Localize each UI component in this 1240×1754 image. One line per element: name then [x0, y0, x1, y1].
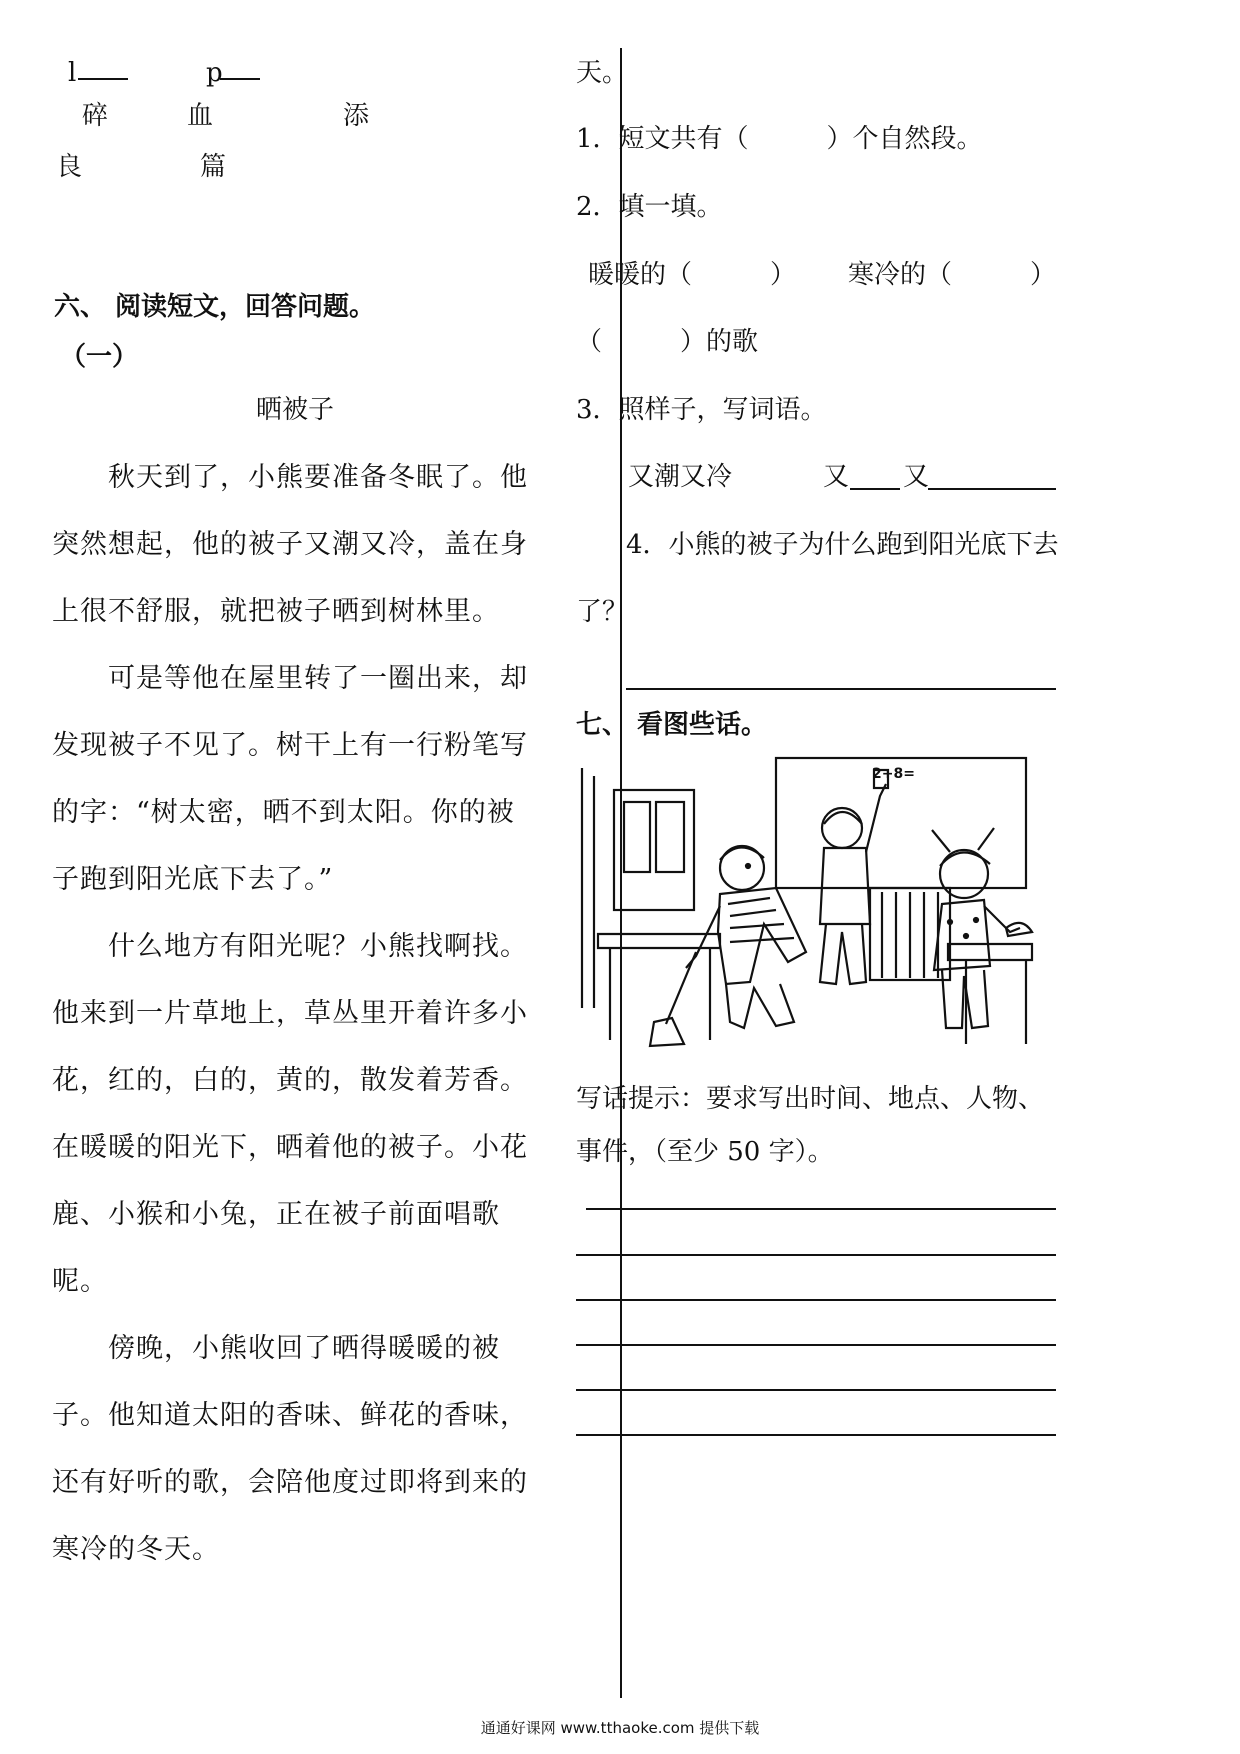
board-text: 2+8= [872, 766, 915, 782]
section-seven-title: 七、 看图些话。 [576, 710, 768, 740]
story-title: 晒被子 [256, 395, 335, 425]
paragraph-3: 什么地方有阳光呢？小熊找啊找。他来到一片草地上，草丛里开着许多小花，红的，白的，黄的，散发着芳香。在暖暖的阳光下，晒着他的被子。小花鹿、小猴和小兔，正在被子前面唱歌呢。 [52, 931, 528, 1297]
char-liang: 良 [56, 152, 83, 182]
question-4-answer-line[interactable] [626, 688, 1056, 690]
char-tian: 添 [343, 101, 370, 131]
question-3-example: 又潮又冷 [628, 462, 733, 492]
question-2-item-a: 暖暖的（ ） [588, 260, 797, 290]
writing-line-1[interactable] [586, 1208, 1056, 1210]
section-six-sub: （一） [60, 342, 139, 372]
pinyin-p: p [206, 58, 223, 88]
girl-at-desk [932, 828, 1032, 1028]
question-3-blank-1 [850, 488, 900, 490]
writing-hint-line-1: 写话提示：要求写出时间、地点、人物、 [576, 1084, 1045, 1114]
door [614, 790, 694, 910]
question-3-you-2: 又 [903, 462, 930, 492]
girl-writing [820, 770, 888, 984]
story-passage [52, 444, 538, 1583]
writing-line-2[interactable] [576, 1254, 1056, 1256]
question-3-you-1: 又 [823, 462, 850, 492]
writing-line-5[interactable] [576, 1389, 1056, 1391]
question-4-line-2: 了？ [576, 597, 629, 627]
question-1: 1．短文共有（ ）个自然段。 [576, 124, 983, 154]
pinyin-l-blank [78, 78, 128, 80]
writing-line-3[interactable] [576, 1299, 1056, 1301]
writing-hint-line-2: 事件，（至少 50 字）。 [576, 1137, 834, 1167]
char-sui: 碎 [82, 101, 109, 131]
paragraph-4: 傍晚，小熊收回了晒得暖暖的被子。他知道太阳的香味、鲜花的香味，还有好听的歌，会陪他度过即将到来的寒冷的冬天。 [52, 1333, 528, 1565]
pinyin-l: l [68, 58, 77, 88]
page-footer: 通通好课网 www.tthaoke.com 提供下载 [480, 1719, 760, 1737]
question-3-blank-2 [928, 488, 1056, 490]
paragraph-2: 可是等他在屋里转了一圈出来，却发现被子不见了。树干上有一行粉笔写的字：“树太密，晒不到太阳。你的被子跑到阳光底下去了。” [52, 663, 528, 895]
writing-line-6[interactable] [576, 1434, 1056, 1436]
char-pian: 篇 [200, 152, 227, 182]
question-3: 3．照样子，写词语。 [576, 395, 827, 425]
question-4-line-1: 4．小熊的被子为什么跑到阳光底下去 [626, 530, 1059, 560]
question-2-item-c: （ ）的歌 [576, 327, 759, 357]
paragraph-4-continuation: 天。 [576, 58, 629, 88]
writing-line-4[interactable] [576, 1344, 1056, 1346]
boy-sweeping [650, 846, 806, 1046]
section-six-title: 六、 阅读短文，回答问题。 [54, 292, 376, 322]
question-2-item-b: 寒冷的（ ） [848, 260, 1057, 290]
classroom-illustration [580, 756, 1040, 1048]
char-xue: 血 [187, 101, 214, 131]
paragraph-1: 秋天到了，小熊要准备冬眠了。他突然想起，他的被子又潮又冷，盖在身上很不舒服，就把被子晒到树林里。 [52, 462, 528, 627]
question-2: 2．填一填。 [576, 192, 723, 222]
desk-left [598, 934, 720, 1040]
pinyin-p-blank [220, 78, 260, 80]
